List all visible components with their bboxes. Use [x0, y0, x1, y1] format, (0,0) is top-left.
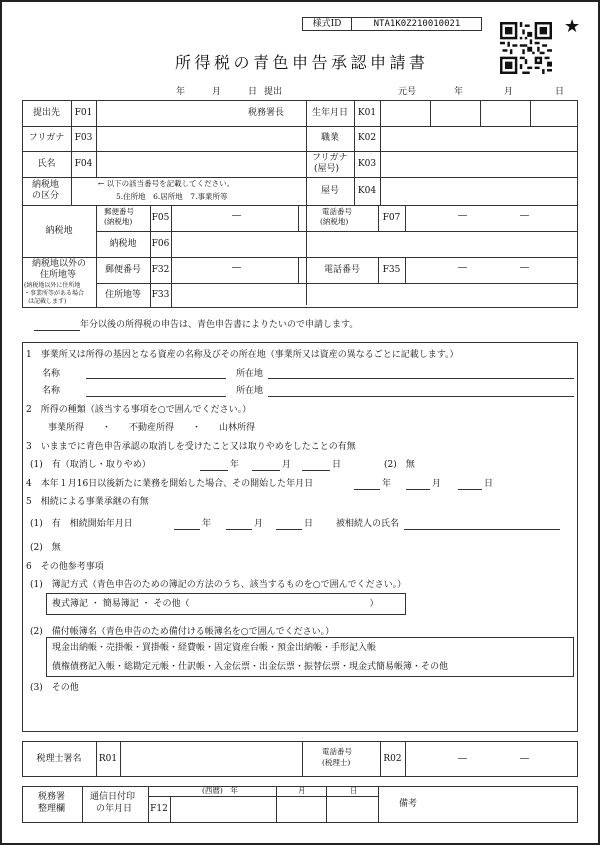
section-3-heading: 3 いままでに青色申告承認の取消しを受けたこと又は取りやめをしたことの有無: [26, 442, 356, 452]
date-hi: 日: [248, 87, 258, 97]
s5-tsuki: 月: [254, 519, 264, 529]
jushochi-input[interactable]: [172, 284, 577, 307]
zeimusho-seiri-2: 整理欄: [38, 804, 66, 814]
yubin-nozeichi-input[interactable]: [172, 206, 297, 230]
shokugyo-input[interactable]: [381, 127, 577, 150]
shozaichi-2-input[interactable]: [268, 384, 574, 396]
hisozokunin-input[interactable]: [404, 517, 560, 529]
yubin-nozeichi-label-2: (納税地): [104, 217, 133, 226]
section-6-1-heading: (1) 簿記方式（青色申告のための簿記の方法のうち、該当するものを○で囲んでください。）: [30, 580, 407, 590]
code-r02: R02: [383, 753, 402, 764]
birth-date-input[interactable]: [381, 101, 577, 125]
s5-hi: 日: [304, 519, 314, 529]
meisho-2-input[interactable]: [86, 384, 226, 396]
zeirishi-dash-2: ―: [520, 754, 529, 764]
shimei-input[interactable]: [97, 152, 305, 176]
declaration-year-input[interactable]: [34, 318, 80, 330]
shotoku-options[interactable]: 事業所得 ・ 不動産所得 ・ 山林所得: [48, 423, 256, 433]
tsushin-label-2: の年月日: [96, 804, 133, 814]
hisozokunin-label: 被相続人の氏名: [336, 519, 400, 529]
code-k03: K03: [357, 158, 377, 169]
s4-tsuki: 月: [432, 479, 442, 489]
s4-nen: 年: [382, 479, 392, 489]
form-title: 所得税の青色申告承認申請書: [175, 53, 429, 72]
section-5-no[interactable]: (2) 無: [30, 543, 61, 553]
shimei-label: 氏名: [37, 158, 56, 169]
teishutsusaki-label: 提出先: [32, 107, 60, 118]
chobo-line-1: 現金出納帳・売掛帳・買掛帳・経費帳・固定資産台帳・預金出納帳・手形記入帳: [52, 643, 377, 653]
declaration-text: 年分以後の所得税の申告は、青色申告書によりたいので申請します。: [80, 320, 359, 330]
nozeichi-kubun-label-2: の区分: [32, 191, 60, 201]
code-f33: F33: [151, 290, 170, 301]
section-6-3-heading: (3) その他: [30, 683, 79, 693]
yago-input[interactable]: [381, 178, 577, 204]
denwa-nozeichi-label-1: 電話番号: [322, 207, 352, 216]
zeimusho-seiri-1: 税務署: [38, 792, 66, 802]
section-3-no[interactable]: (2) 無: [384, 460, 415, 470]
seinengappi-label: 生年月日: [311, 107, 348, 118]
seireki-nen: (西暦) 年: [202, 786, 238, 795]
qr-code-icon: [500, 22, 552, 74]
nozeichi-kubun-label-1: 納税地: [32, 180, 60, 190]
code-k04: K04: [357, 185, 377, 196]
date-teishutsu: 提出: [264, 87, 283, 97]
jushochi-label: 住所地等: [104, 290, 141, 301]
denwa-nozeichi-input[interactable]: [406, 206, 577, 230]
s4-hi: 日: [484, 479, 494, 489]
section-6-2-heading: (2) 備付帳簿名（青色申告のため備付ける帳簿名を○で囲んでください。）: [30, 627, 335, 637]
code-k02: K02: [357, 133, 377, 144]
date-nen: 年: [176, 87, 186, 97]
form-id-label: 様式ID: [312, 18, 342, 29]
section-4-heading: 4 本年１月16日以後新たに業務を開始した場合、その開始した年月日: [26, 479, 314, 489]
denwa-igai-dash-2: ―: [520, 263, 529, 273]
section-3-yes[interactable]: (1) 有（取消し・取りやめ）: [30, 460, 151, 470]
code-f07: F07: [382, 212, 401, 223]
tsushin-label-1: 通信日付印: [90, 792, 136, 802]
zeirishi-dash-1: ―: [458, 754, 467, 764]
office-tsuki: 月: [298, 786, 306, 795]
furigana-label: フリガナ: [28, 133, 65, 144]
meisho-1-input[interactable]: [86, 366, 226, 378]
denwa-dash-1: ―: [458, 211, 467, 221]
igai-note-3: は記載します): [28, 298, 67, 305]
shozaichi-1-input[interactable]: [268, 366, 574, 378]
birth-era: 元号: [398, 87, 417, 97]
code-f05: F05: [151, 212, 170, 223]
section-5-yes[interactable]: (1) 有 相続開始年月日: [30, 519, 133, 529]
nozeichi-address-input[interactable]: [172, 232, 577, 256]
form-id-value: NTA1K0Z210010021: [373, 18, 461, 29]
yubin-dash: ―: [232, 211, 241, 221]
birth-tsuki: 月: [504, 87, 514, 97]
office-hi: 日: [350, 786, 358, 795]
code-r01: R01: [98, 753, 118, 764]
kubun-options: 5.住所地 6.居所地 7.事業所等: [116, 192, 228, 201]
yubin-igai-input[interactable]: [172, 258, 297, 282]
s3-nen: 年: [230, 460, 240, 470]
code-f03: F03: [74, 133, 93, 144]
teishutsusaki-input[interactable]: [97, 101, 247, 125]
zeimusho-label: 税務署長: [248, 108, 285, 118]
code-f12: F12: [150, 804, 168, 815]
kubun-note: ← 以下の該当番号を記載してください。: [98, 179, 235, 188]
boki-options: 複式簿記 ・ 簡易簿記 ・ その他（ ）: [52, 599, 379, 609]
s3-tsuki: 月: [282, 460, 292, 470]
s3-hi: 日: [332, 460, 342, 470]
section-2-heading: 2 所得の種類（該当する事項を○で囲んでください。）: [26, 405, 252, 415]
star-mark: ★: [564, 16, 581, 37]
nozeichi-address-label: 納税地: [109, 238, 137, 249]
igai-note-2: ・事業所等がある場合: [24, 290, 85, 297]
igai-label-2: 住所地等: [40, 270, 77, 280]
code-k01: K01: [357, 107, 377, 118]
zeirishi-label: 税理士署名: [36, 753, 82, 764]
denwa-igai-dash-1: ―: [458, 263, 467, 273]
code-f04: F04: [74, 158, 93, 169]
section-1-heading: 1 事業所又は所得の基因となる資産の名称及びその所在地（事業所又は資産の異なるごとに記載します。）: [26, 350, 459, 360]
zeirishi-denwa-label-2: (税理士): [322, 758, 351, 767]
igai-note-1: (納税地以外に住所地: [24, 282, 81, 289]
section-5-heading: 5 相続による事業承継の有無: [26, 497, 149, 507]
yubin-label: 郵便番号: [104, 264, 141, 275]
code-f06: F06: [151, 238, 170, 249]
meisho-1-label: 名称: [42, 369, 61, 379]
shozaichi-1-label: 所在地: [236, 369, 264, 379]
code-f35: F35: [382, 264, 401, 275]
zeirishi-denwa-input[interactable]: [406, 742, 577, 776]
furigana-input[interactable]: [97, 127, 305, 150]
yubin-nozeichi-label-1: 郵便番号: [104, 207, 134, 216]
biko-label: 備考: [398, 799, 417, 810]
denwa-label: 電話番号: [323, 264, 360, 275]
igai-label-1: 納税地以外の: [32, 259, 87, 269]
furigana-yago-input[interactable]: [381, 152, 577, 176]
denwa-nozeichi-label-2: (納税地): [320, 217, 349, 226]
chobo-line-2: 債権債務記入帳・総勘定元帳・仕訳帳・入金伝票・出金伝票・振替伝票・現金式簡易帳簿・その他: [52, 662, 449, 672]
date-tsuki: 月: [212, 87, 222, 97]
furigana-yago-label-2: (屋号): [314, 164, 340, 174]
s5-nen: 年: [202, 519, 212, 529]
denwa-igai-input[interactable]: [406, 258, 577, 282]
yago-label: 屋号: [320, 185, 339, 196]
meisho-2-label: 名称: [42, 386, 61, 396]
birth-hi: 日: [555, 87, 565, 97]
zeirishi-input[interactable]: [121, 742, 301, 776]
section-6-heading: 6 その他参考事項: [26, 562, 104, 572]
shokugyo-label: 職業: [320, 133, 339, 144]
sonota-input[interactable]: [46, 696, 574, 726]
zeirishi-denwa-label-1: 電話番号: [322, 747, 352, 756]
code-f01: F01: [74, 107, 93, 118]
nozeichi-label: 納税地: [45, 225, 73, 236]
furigana-yago-label-1: フリガナ: [312, 153, 348, 163]
yubin-igai-dash: ―: [232, 263, 241, 273]
code-f32: F32: [151, 264, 170, 275]
shozaichi-2-label: 所在地: [236, 386, 264, 396]
birth-nen: 年: [454, 87, 464, 97]
denwa-dash-2: ―: [520, 211, 529, 221]
